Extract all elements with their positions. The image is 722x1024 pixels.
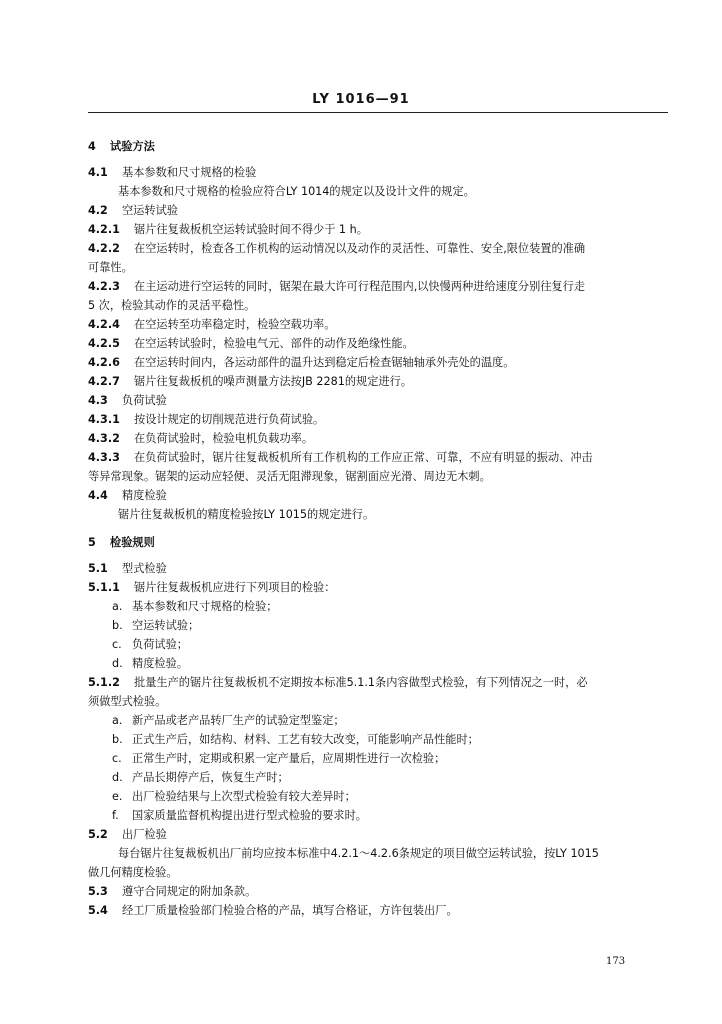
clause-text: 批量生产的锯片往复裁板机不定期按本标准5.1.1条内容做型式检验，有下列情况之一时，必 [134, 676, 588, 689]
clause-4-3-1 [88, 411, 668, 429]
list-text: 精度检验。 [132, 657, 188, 670]
list-item [112, 617, 668, 635]
clause-number: 4.4 [88, 489, 108, 502]
list-item [112, 750, 668, 768]
clause-number: 5.3 [88, 885, 108, 898]
section-number: 5 [88, 536, 96, 549]
clause-number: 5.1.2 [88, 676, 120, 689]
list-item [112, 807, 668, 825]
clause-4-3-2 [88, 430, 668, 448]
clause-4-2-7 [88, 373, 668, 391]
clause-title: 型式检验 [122, 562, 167, 575]
clause-text: 在空运转至功率稳定时，检验空载功率。 [134, 318, 336, 331]
clause-4-4-heading [88, 487, 668, 505]
clause-text: 锯片往复裁板机的噪声测量方法按JB 2281的规定进行。 [134, 375, 412, 388]
clause-number: 4.3.2 [88, 432, 120, 445]
list-item [112, 788, 668, 806]
clause-title: 负荷试验 [122, 394, 167, 407]
clause-4-2-heading [88, 202, 668, 220]
clause-4-2-6 [88, 354, 668, 372]
clause-4-1-heading [88, 164, 668, 182]
list-letter: c. [112, 752, 122, 765]
clause-title: 基本参数和尺寸规格的检验 [122, 166, 257, 179]
clause-4-3-3 [88, 449, 668, 467]
list-text: 基本参数和尺寸规格的检验； [132, 600, 278, 613]
clause-4-2-3 [88, 278, 668, 296]
list-text: 负荷试验； [132, 638, 188, 651]
list-text: 正常生产时，定期或积累一定产量后，应周期性进行一次检验； [132, 752, 446, 765]
list-item [112, 731, 668, 749]
standard-code-header: LY 1016—91 [312, 92, 410, 107]
list-letter: d. [112, 657, 123, 670]
clause-number: 5.1 [88, 562, 108, 575]
clause-text: 在负荷试验时，检验电机负载功率。 [134, 432, 314, 445]
clause-number: 4.3.1 [88, 413, 120, 426]
list-item [112, 712, 668, 730]
clause-text: 在空运转试验时，检验电气元、部件的动作及绝缘性能。 [134, 337, 414, 350]
clause-4-2-1 [88, 221, 668, 239]
clause-text: 经工厂质量检验部门检验合格的产品，填写合格证，方许包装出厂。 [122, 904, 458, 917]
clause-5-1-2-cont: 须做型式检验。 [88, 695, 167, 708]
list-text: 空运转试验； [132, 619, 200, 632]
list-text: 正式生产后，如结构、材料、工艺有较大改变，可能影响产品性能时； [132, 733, 479, 746]
clause-5-1-heading [88, 560, 668, 578]
clause-5-4 [88, 902, 668, 920]
list-letter: a. [112, 600, 123, 613]
section-number: 4 [88, 140, 96, 153]
clause-number: 4.2.1 [88, 223, 120, 236]
list-letter: b. [112, 733, 123, 746]
section-title: 检验规则 [110, 536, 155, 549]
clause-number: 5.1.1 [88, 581, 120, 594]
clause-4-3-heading [88, 392, 668, 410]
section-5-heading [88, 534, 668, 552]
clause-5-2-text: 每台锯片往复裁板机出厂前均应按本标准中4.2.1～4.2.6条规定的项目做空运转试验，按LY 1015 [118, 847, 599, 860]
clause-number: 4.2.3 [88, 280, 120, 293]
clause-number: 4.3 [88, 394, 108, 407]
clause-text: 在空运转时间内，各运动部件的温升达到稳定后检查锯轴轴承外壳处的温度。 [134, 356, 515, 369]
list-letter: a. [112, 714, 123, 727]
clause-5-2-heading [88, 826, 668, 844]
clause-4-2-5 [88, 335, 668, 353]
clause-text: 锯片往复裁板机空运转试验时间不得少于 1 h。 [134, 223, 368, 236]
clause-text: 在主运动进行空运转的同时，锯架在最大许可行程范围内,以快慢两种进给速度分别往复行走 [134, 280, 586, 293]
clause-number: 5.2 [88, 828, 108, 841]
clause-5-3 [88, 883, 668, 901]
clause-text: 锯片往复裁板机应进行下列项目的检验： [134, 581, 336, 594]
list-item [112, 655, 668, 673]
clause-number: 4.2.4 [88, 318, 120, 331]
clause-number: 4.2.2 [88, 242, 120, 255]
clause-4-2-2-cont: 可靠性。 [88, 261, 133, 274]
clause-text: 在负荷试验时，锯片往复裁板机所有工作机构的工作应正常、可靠，不应有明显的振动、冲击 [134, 451, 593, 464]
list-letter: b. [112, 619, 123, 632]
clause-5-1-2 [88, 674, 668, 692]
clause-number: 4.2.5 [88, 337, 120, 350]
list-item [112, 598, 668, 616]
clause-number: 4.2.7 [88, 375, 120, 388]
list-item [112, 636, 668, 654]
clause-5-2-cont: 做几何精度检验。 [88, 866, 178, 879]
clause-number: 4.2.6 [88, 356, 120, 369]
clause-4-4-text: 锯片往复裁板机的精度检验按LY 1015的规定进行。 [118, 508, 375, 521]
clause-5-1-1 [88, 579, 668, 597]
clause-title: 精度检验 [122, 489, 167, 502]
header-rule [88, 112, 668, 113]
clause-number: 5.4 [88, 904, 108, 917]
list-letter: c. [112, 638, 122, 651]
clause-number: 4.3.3 [88, 451, 120, 464]
clause-4-2-2 [88, 240, 668, 258]
list-text: 出厂检验结果与上次型式检验有较大差异时； [132, 790, 356, 803]
list-text: 产品长期停产后，恢复生产时； [132, 771, 289, 784]
clause-number: 4.2 [88, 204, 108, 217]
list-letter: d. [112, 771, 123, 784]
clause-text: 在空运转时，检查各工作机构的运动情况以及动作的灵活性、可靠性、安全,限位装置的准确 [134, 242, 586, 255]
clause-4-2-4 [88, 316, 668, 334]
list-letter: f. [112, 809, 119, 822]
page-number: 173 [606, 956, 626, 967]
clause-4-3-3-cont: 等异常现象。锯架的运动应轻便、灵活无阻滞现象，锯割面应光滑、周边无木刺。 [88, 470, 491, 483]
list-text: 新产品或老产品转厂生产的试验定型鉴定； [132, 714, 345, 727]
list-text: 国家质量监督机构提出进行型式检验的要求时。 [132, 809, 367, 822]
clause-title: 出厂检验 [122, 828, 167, 841]
clause-number: 4.1 [88, 166, 108, 179]
section-title: 试验方法 [110, 140, 155, 153]
clause-4-1-text: 基本参数和尺寸规格的检验应符合LY 1014的规定以及设计文件的规定。 [118, 185, 475, 198]
clause-text: 遵守合同规定的附加条款。 [122, 885, 257, 898]
clause-text: 按设计规定的切削规范进行负荷试验。 [134, 413, 325, 426]
clause-4-2-3-cont: 5 次，检验其动作的灵活平稳性。 [88, 299, 256, 312]
list-item [112, 769, 668, 787]
list-letter: e. [112, 790, 123, 803]
clause-title: 空运转试验 [122, 204, 178, 217]
section-4-heading [88, 138, 668, 156]
